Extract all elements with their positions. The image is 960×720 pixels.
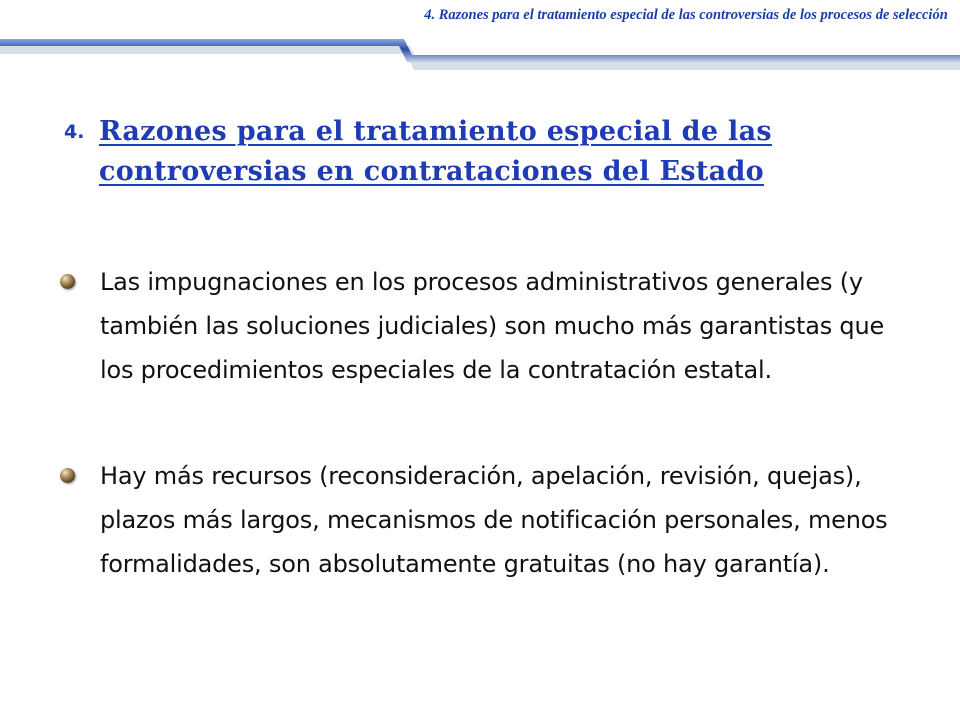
section-heading	[64, 112, 864, 192]
heading-title: Razones para el tratamiento especial de las controversias en contrataciones del Estado	[99, 116, 772, 187]
heading-number: 4.	[64, 121, 85, 143]
bullet-dot-icon	[60, 274, 75, 289]
bullet-item	[100, 454, 900, 586]
bullet-text: Las impugnaciones en los procesos administrativos generales (y también las soluciones judiciales) son mucho más garantistas que los procedimientos especiales de la contratación estatal.	[100, 268, 885, 384]
header-section-title: 4. Razones para el tratamiento especial de las controversias de los procesos de selección	[424, 7, 948, 23]
bullet-text: Hay más recursos (reconsideración, apelación, revisión, quejas), plazos más largos, mecanismos de notificación personales, menos formalidades, son absolutamente gratuitas (no hay garantía).	[100, 462, 888, 578]
bullet-dot-icon	[60, 468, 75, 483]
bullet-item	[100, 260, 900, 392]
